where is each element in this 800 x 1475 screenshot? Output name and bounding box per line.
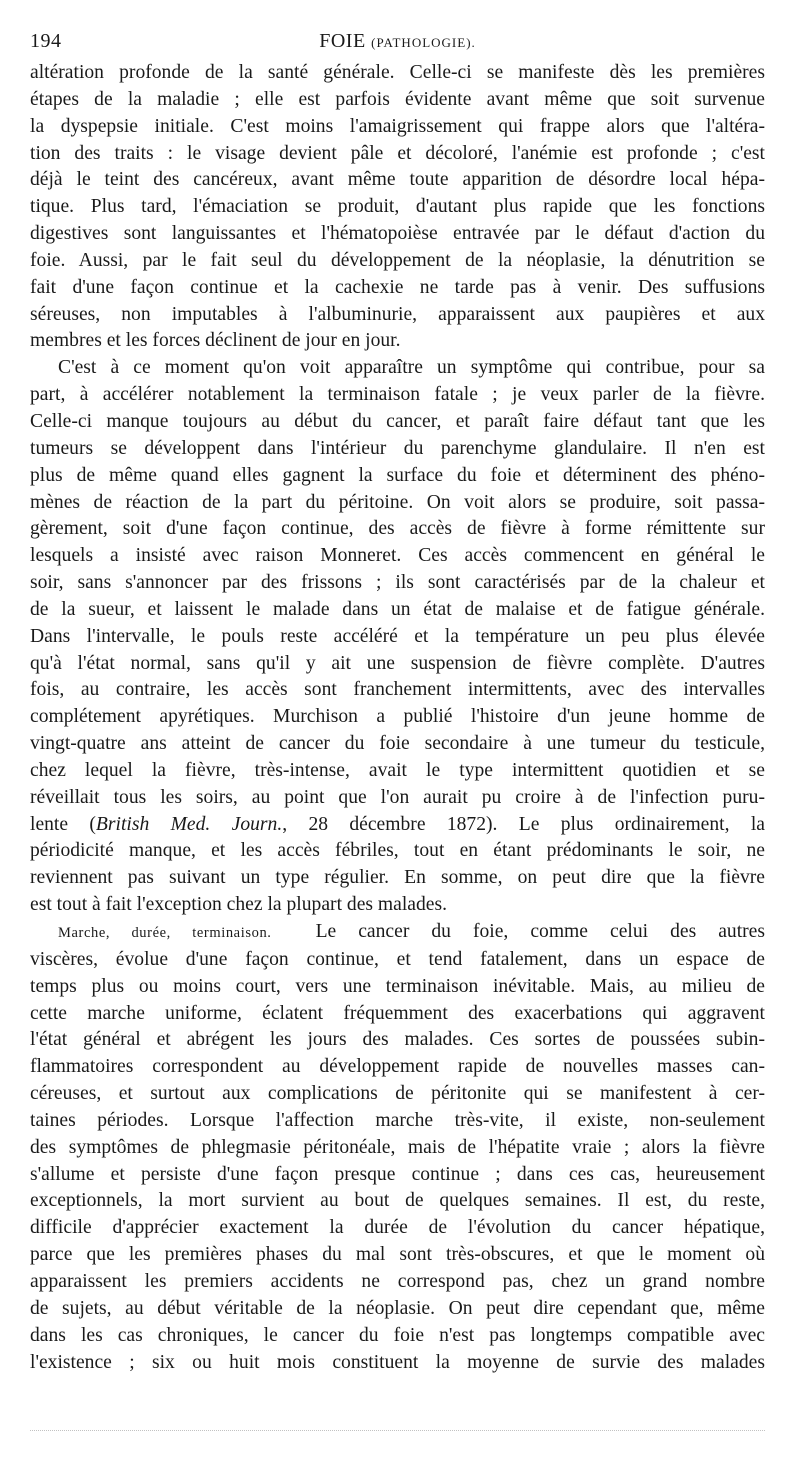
text-line: des symptômes de phlegmasie péritonéale, mais de l'hépatite vraie ; alors la fièvre <box>30 1136 765 1158</box>
text-line: tion des traits : le visage devient pâle et décoloré, l'anémie est profonde ; c'est <box>30 142 765 164</box>
text-line: réveillait tous les soirs, au point que l'on aurait pu croire à de l'infection puru- <box>30 786 765 808</box>
text-line: étapes de la maladie ; elle est parfois évidente avant même que soit survenue <box>30 88 765 110</box>
text-line: tique. Plus tard, l'émaciation se produit, d'autant plus rapide que les fonctions <box>30 196 765 218</box>
text-line: est tout à fait l'exception chez la plupart des malades. <box>30 894 448 916</box>
text-line: s'allume et persiste d'une façon presque continue ; dans ces cas, heureusement <box>30 1163 765 1185</box>
text-line: qu'à l'état normal, sans qu'il y ait une suspension de fièvre complète. D'autres <box>30 652 765 674</box>
running-head <box>30 26 765 60</box>
text-line: mènes de réaction de la part du péritoine. On voit alors se produire, soit passa- <box>30 491 765 513</box>
text-line: périodicité manque, et les accès fébriles, tout en étant prédominants le soir, ne <box>30 840 765 862</box>
text-line: taines périodes. Lorsque l'affection marche très-vite, il existe, non-seulement <box>30 1109 765 1131</box>
text-line: séreuses, non imputables à l'albuminurie, apparaissent aux paupières et aux <box>30 303 765 325</box>
text-line: de sujets, au début véritable de la néoplasie. On peut dire cependant que, même <box>30 1297 765 1319</box>
page-number: 194 <box>30 30 62 52</box>
text-line: l'existence ; six ou huit mois constituent la moyenne de survie des malades <box>30 1351 765 1373</box>
text-line: apparaissent les premiers accidents ne correspond pas, chez un grand nombre <box>30 1270 765 1292</box>
section-first-line <box>30 919 765 947</box>
text-line: fois, au contraire, les accès sont franchement intermittents, avec des intervalles <box>30 679 765 701</box>
text-line: tumeurs se développent dans l'intérieur du parenchyme glandulaire. Il n'en est <box>30 437 765 459</box>
text-line: digestives sont languissantes et l'hématopoièse entravée par le défaut d'action du <box>30 223 765 245</box>
text-line: Celle-ci manque toujours au début du cancer, et paraît faire défaut tant que les <box>30 410 765 432</box>
text-line: déjà le teint des cancéreux, avant même toute apparition de désordre local hépa- <box>30 169 765 191</box>
running-title <box>30 30 765 53</box>
running-title-main: FOIE <box>319 30 366 52</box>
text-line: la dyspepsie initiale. C'est moins l'amaigrissement qui frappe alors que l'altéra- <box>30 115 765 137</box>
text-line: exceptionnels, la mort survient au bout de quelques semaines. Il est, du reste, <box>30 1190 765 1212</box>
text-line: temps plus ou moins court, vers une terminaison inévitable. Mais, au milieu de <box>30 975 765 997</box>
text-line: Dans l'intervalle, le pouls reste accéléré et la température un peu plus élevée <box>30 625 765 647</box>
text-line: l'état général et abrégent les jours des malades. Ces sortes de poussées subin- <box>30 1029 765 1051</box>
text-line: vingt-quatre ans atteint de cancer du foie secondaire à une tumeur du testicule, <box>30 733 765 755</box>
text-line: lesquels a insisté avec raison Monneret. Ces accès commencent en général le <box>30 545 765 567</box>
text-line: soir, sans s'annoncer par des frissons ; ils sont caractérisés par de la chaleur et <box>30 572 765 594</box>
text-line: C'est à ce moment qu'on voit apparaître un symptôme qui contribue, pour sa <box>58 357 765 379</box>
text-line: difficile d'apprécier exactement la durée de l'évolution du cancer hépatique, <box>30 1217 765 1239</box>
journal-title: British Med. Journ. <box>95 813 283 835</box>
text-line: céreuses, et surtout aux complications de péritonite qui se manifestent à cer- <box>30 1083 765 1105</box>
citation-before: lente ( <box>30 813 96 835</box>
section-heading-marche: Marche, <box>58 925 111 941</box>
book-page <box>30 26 765 1376</box>
text-line: part, à accélérer notablement la terminaison fatale ; je veux parler de la fièvre. <box>30 384 765 406</box>
text-line: membres et les forces déclinent de jour en jour. <box>30 330 401 352</box>
text-line: de la sueur, et laissent le malade dans un état de malaise et de fatigue générale. <box>30 598 765 620</box>
text-line: parce que les premières phases du mal sont très-obscures, et que le moment où <box>30 1244 765 1266</box>
section-heading-terminaison: terminaison. <box>192 925 272 941</box>
text-line: altération profonde de la santé générale. Celle-ci se manifeste dès les premières <box>30 62 765 83</box>
text-line: fait d'une façon continue et la cachexie ne tarde pas à venir. Des suffusions <box>30 276 765 298</box>
bleed-through-divider <box>30 1430 765 1435</box>
citation-line <box>30 812 765 839</box>
text-line: cette marche uniforme, éclatent fréquemment des exacerbations qui aggravent <box>30 1002 765 1024</box>
section-heading-duree: durée, <box>131 925 171 941</box>
running-title-sub: (PATHOLOGIE). <box>371 35 476 50</box>
text-line: viscères, évolue d'une façon continue, et tend fatalement, dans un espace de <box>30 948 765 970</box>
section-heading <box>58 925 272 941</box>
section-first-line-text: Le cancer du foie, comme celui des autres <box>315 921 766 942</box>
text-line: dans les cas chroniques, le cancer du foie n'est pas longtemps compatible avec <box>30 1324 765 1346</box>
text-line: plus de même quand elles gagnent la surface du foie et déterminent des phéno- <box>30 464 765 486</box>
text-line: flammatoires correspondent au développement rapide de nouvelles masses can- <box>30 1056 765 1078</box>
text-line: foie. Aussi, par le fait seul du développement de la néoplasie, la dénutrition se <box>30 249 765 271</box>
text-line: complétement apyrétiques. Murchison a publié l'histoire d'un jeune homme de <box>30 706 765 728</box>
text-line: reviennent pas suivant un type régulier. En somme, on peut dire que la fièvre <box>30 867 765 889</box>
citation-after: , 28 décembre 1872). Le plus ordinairement, la <box>282 813 765 835</box>
text-line: chez lequel la fièvre, très-intense, avait le type intermittent quotidien et se <box>30 759 765 781</box>
text-line: gèrement, soit d'une façon continue, des accès de fièvre à forme rémittente sur <box>30 518 765 540</box>
body-text <box>30 60 765 1376</box>
